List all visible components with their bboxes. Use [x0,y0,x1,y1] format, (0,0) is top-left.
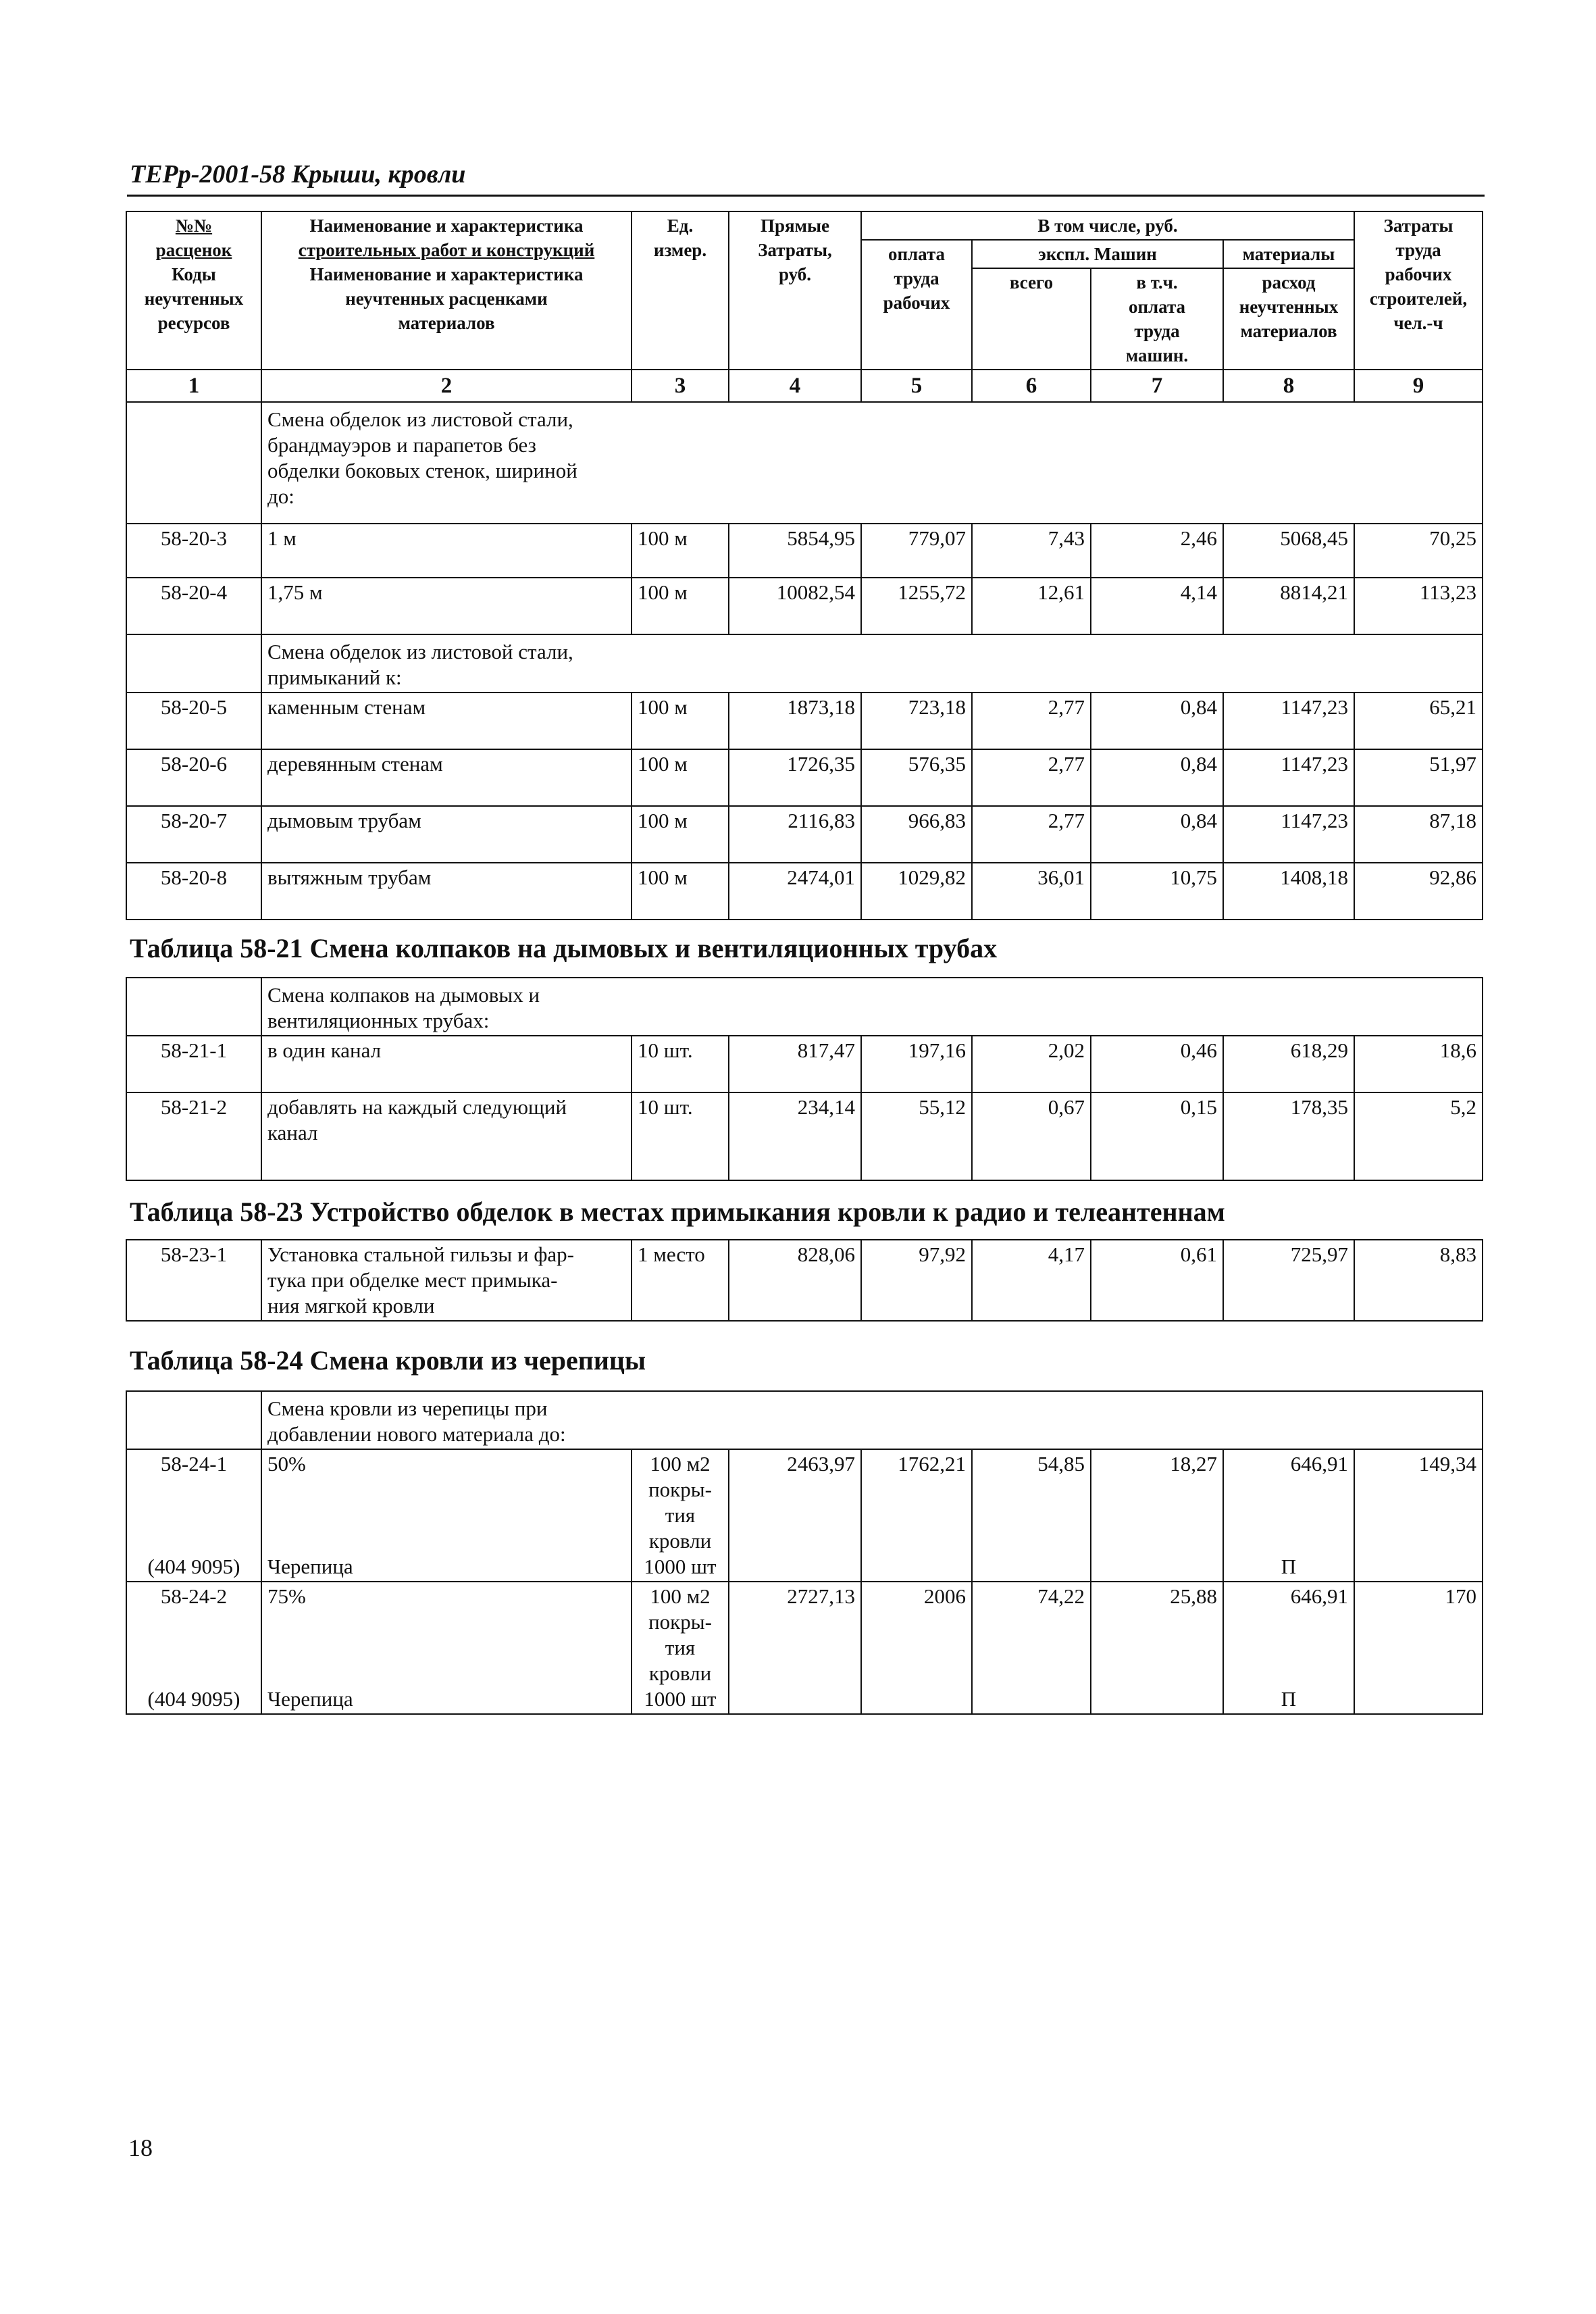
group-row [126,402,1483,524]
group-text: Смена обделок из листовой стали, брандмауэров и парапетов без обделки боковых стенок, шириной до: [261,402,1483,524]
table-58-23-title: Таблица 58-23 Устройство обделок в местах примыкания кровли к радио и телеантеннам [130,1197,1225,1227]
table-row: 58-20-6 деревянным стенам 100 м 1726,35 576,35 2,77 0,84 1147,23 51,97 [126,749,1483,806]
group-text: Смена кровли из черепицы при добавлении нового материала до: [261,1391,1483,1449]
header-col-9: Затраты труда рабочих строителей, чел.-ч [1354,211,1483,370]
table-row: 58-21-1 в один канал 10 шт. 817,47 197,16 2,02 0,46 618,29 18,6 [126,1036,1483,1092]
page-number: 18 [128,2134,153,2161]
header-rule [127,195,1485,197]
running-header: ТЕРр-2001-58 Крыши, кровли [130,160,466,188]
group-text: Смена обделок из листовой стали, примыканий к: [261,634,1483,693]
table-58-21 [126,977,1483,1181]
table-58-23 [126,1239,1483,1322]
header-col-1: №№ расценок Коды неучтенных ресурсов [126,211,261,370]
group-row [126,978,1483,1036]
header-col-8b: расход неучтенных материалов [1223,268,1354,370]
group-text: Смена колпаков на дымовых и вентиляционных трубах: [261,978,1483,1036]
group-row [126,1391,1483,1449]
header-col-8a: материалы [1223,240,1354,268]
header-col-67: экспл. Машин [972,240,1223,268]
header-col-4: Прямые Затраты, руб. [729,211,861,370]
table-row: 58-20-5 каменным стенам 100 м 1873,18 723,18 2,77 0,84 1147,23 65,21 [126,693,1483,749]
group-row [126,634,1483,693]
header-col-2: Наименование и характеристика строительных работ и конструкций Наименование и характеристика неучтенных расценками материалов [261,211,632,370]
table-58-21-title: Таблица 58-21 Смена колпаков на дымовых и вентиляционных трубах [130,933,998,963]
table-row: 58-20-4 1,75 м 100 м 10082,54 1255,72 12,61 4,14 8814,21 113,23 [126,578,1483,634]
table-row: 58-20-8 вытяжным трубам 100 м 2474,01 1029,82 36,01 10,75 1408,18 92,86 [126,863,1483,920]
header-col-5: оплата труда рабочих [861,240,972,370]
table-header-row-1 [126,211,1483,240]
table-row: 58-20-7 дымовым трубам 100 м 2116,83 966,83 2,77 0,84 1147,23 87,18 [126,806,1483,863]
header-col-6: всего [972,268,1091,370]
table-row: 58-20-3 1 м 100 м 5854,95 779,07 7,43 2,46 5068,45 70,25 [126,524,1483,578]
table-58-24 [126,1390,1483,1715]
table-58-20 [126,211,1483,920]
header-col-7: в т.ч. оплата труда машин. [1091,268,1223,370]
header-group: В том числе, руб. [861,211,1354,240]
table-row: 58-24-2 (404 9095) 75% Черепица 100 м2 покры- тия кровли 1000 шт 2727,13 2006 74,22 25,88 646,91 П 170 [126,1582,1483,1714]
table-row: 58-24-1 (404 9095) 50% Черепица 100 м2 покры- тия кровли 1000 шт 2463,97 1762,21 54,85 18,27 646,91 П 149,34 [126,1449,1483,1582]
column-number-row: 1 2 3 4 5 6 7 8 9 [126,370,1483,402]
table-58-24-title: Таблица 58-24 Смена кровли из черепицы [130,1345,646,1376]
table-row: 58-23-1 Установка стальной гильзы и фар- тука при обделке мест примыка- ния мягкой кровли 1 место 828,06 97,92 4,17 0,61 725,97 8,83 [126,1240,1483,1321]
table-row: 58-21-2 добавлять на каждый следующий канал 10 шт. 234,14 55,12 0,67 0,15 178,35 5,2 [126,1092,1483,1180]
header-col-3: Ед. измер. [632,211,729,370]
